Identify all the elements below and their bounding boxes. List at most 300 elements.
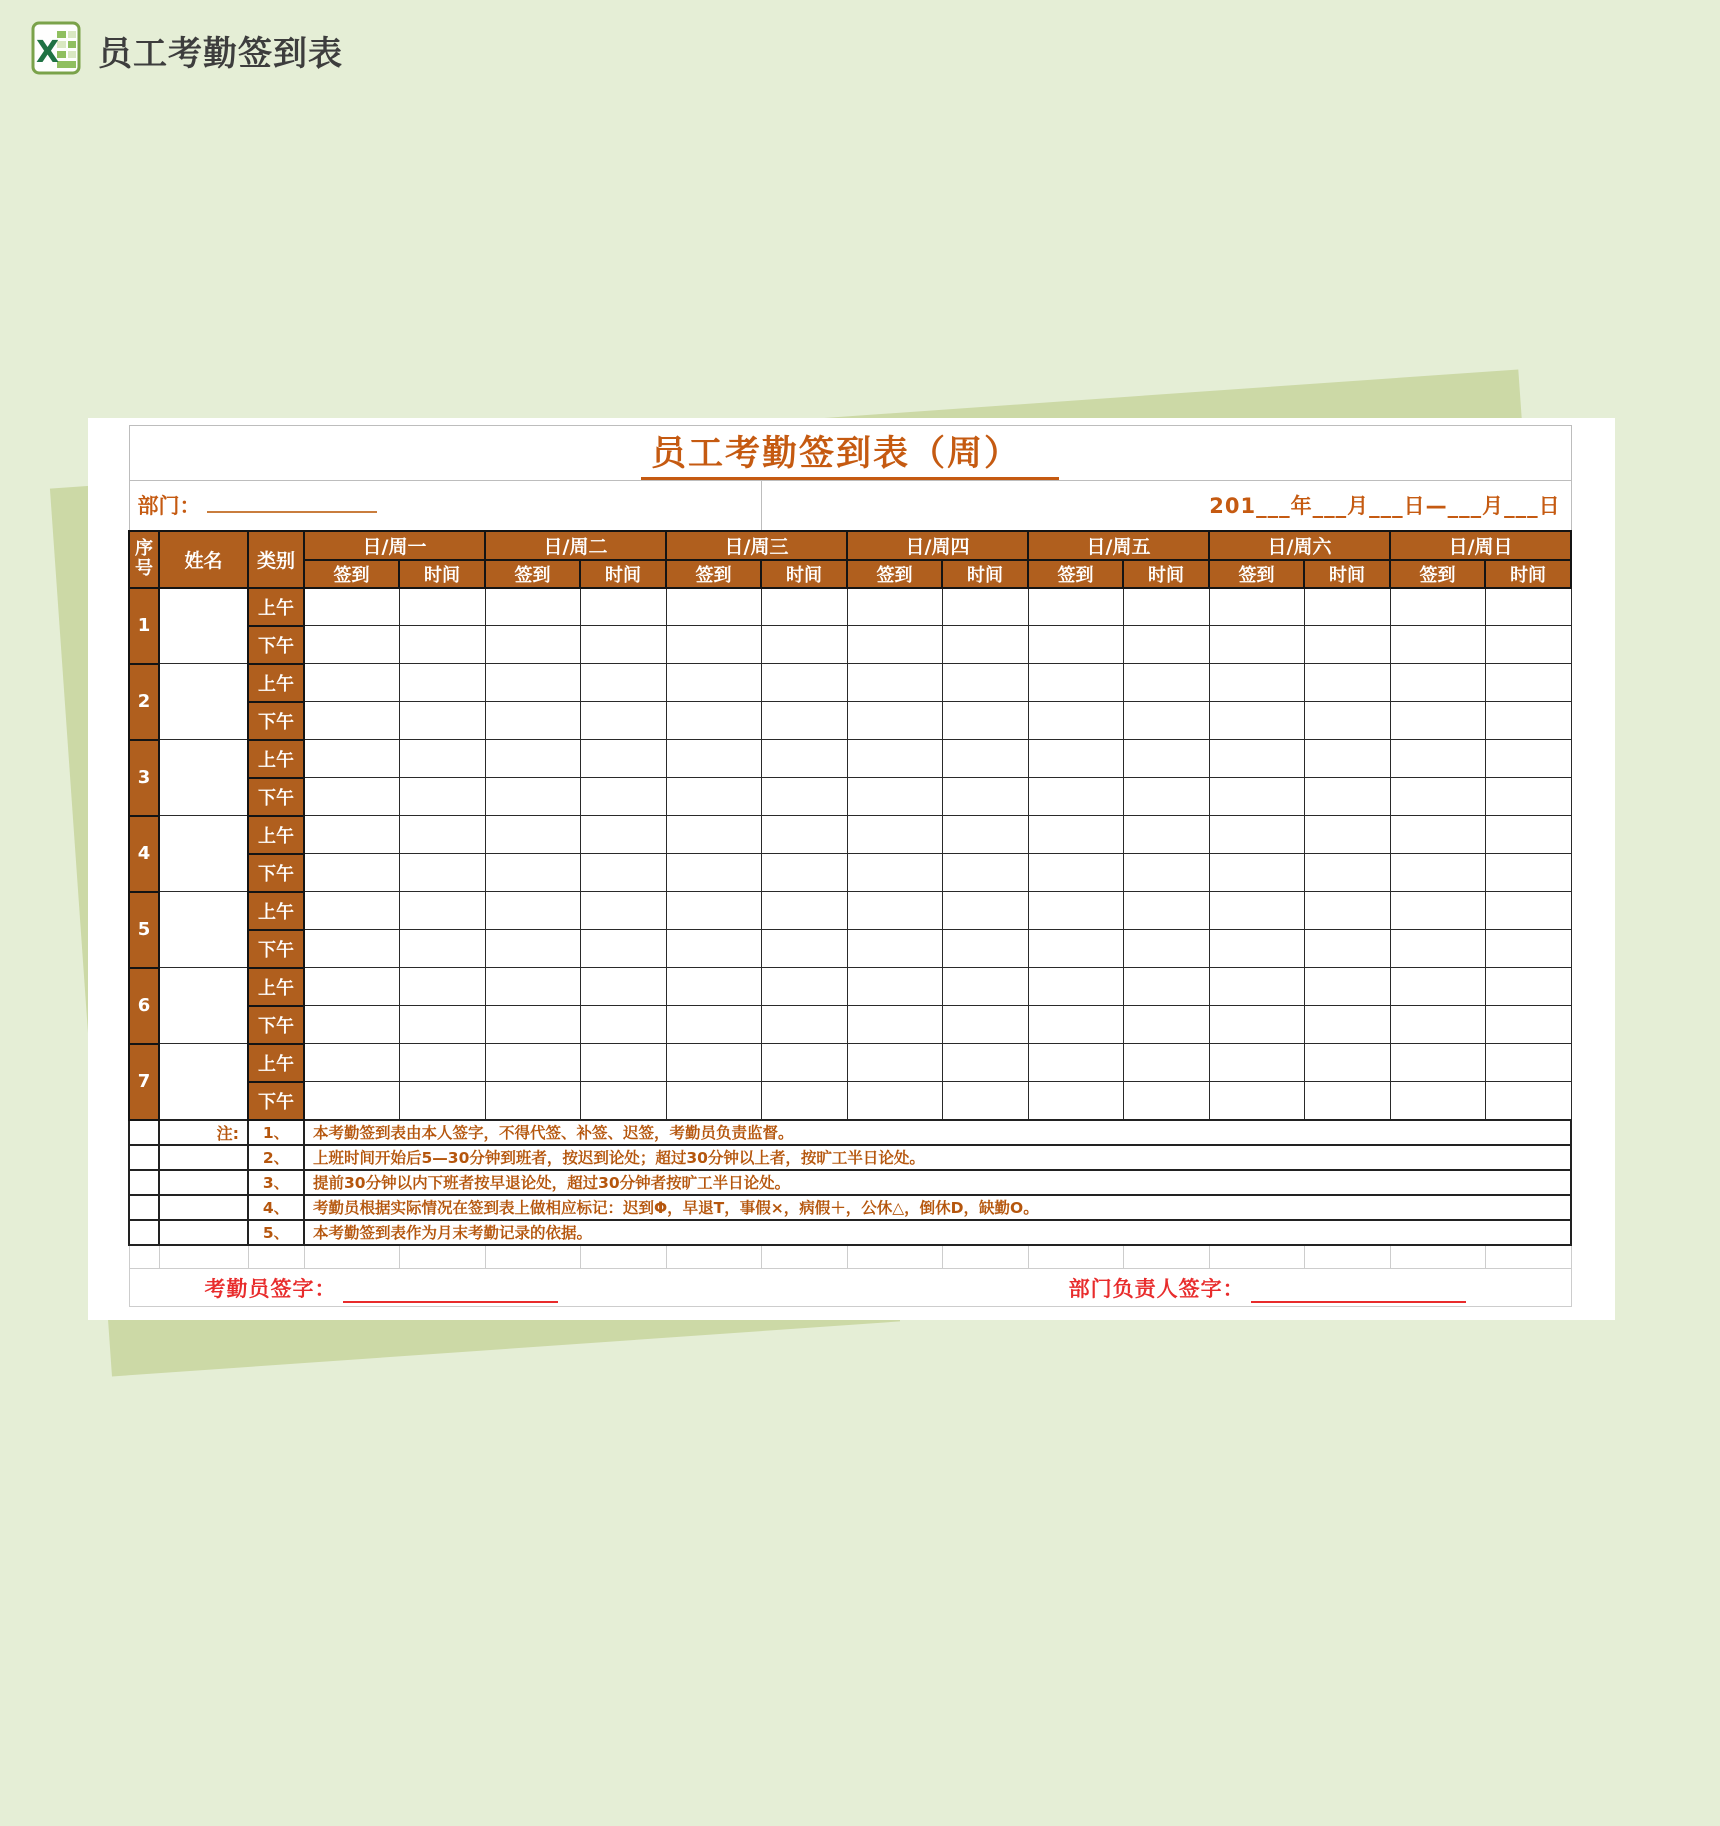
signin-cell[interactable] [1028,816,1123,854]
signin-cell[interactable] [485,1082,580,1120]
attendance-row [129,1006,1571,1044]
signin-cell[interactable] [304,854,399,892]
time-cell[interactable] [1304,1044,1390,1082]
signin-cell[interactable] [666,588,761,626]
time-cell[interactable] [1304,930,1390,968]
header-seq: 序号 [129,531,159,588]
header-category: 类别 [248,531,304,588]
category-pm-cell: 下午 [248,1006,304,1044]
time-cell[interactable] [942,854,1028,892]
signin-cell[interactable] [485,626,580,664]
time-cell[interactable] [942,778,1028,816]
signin-cell[interactable] [485,740,580,778]
time-cell[interactable] [1123,588,1209,626]
header-name: 姓名 [159,531,248,588]
signin-cell[interactable] [666,778,761,816]
note-label-empty [159,1170,248,1195]
signin-cell[interactable] [847,892,942,930]
signin-cell[interactable] [1028,854,1123,892]
note-row [129,1170,1571,1195]
time-cell[interactable] [1123,854,1209,892]
header-sign: 签到 [1390,560,1485,588]
filler-cell [761,1245,847,1269]
note-text: 上班时间开始后5—30分钟到班者，按迟到论处；超过30分钟以上者，按旷工半日论处。 [304,1145,1571,1170]
header-sign: 签到 [1028,560,1123,588]
filler-cell [1304,1245,1390,1269]
name-cell[interactable] [159,664,248,740]
attendance-row [129,892,1571,930]
time-cell[interactable] [1123,702,1209,740]
time-cell[interactable] [761,1082,847,1120]
time-cell[interactable] [1123,626,1209,664]
signin-cell[interactable] [847,778,942,816]
time-cell[interactable] [1304,854,1390,892]
time-cell[interactable] [580,930,666,968]
department-row [129,481,1571,531]
time-cell[interactable] [761,740,847,778]
time-cell[interactable] [761,892,847,930]
time-cell[interactable] [942,892,1028,930]
header-day-tue: 日/周二 [485,531,666,560]
time-cell[interactable] [1304,778,1390,816]
signin-cell[interactable] [1390,626,1485,664]
time-cell[interactable] [1485,626,1571,664]
signin-cell[interactable] [485,930,580,968]
signin-cell[interactable] [847,702,942,740]
signin-cell[interactable] [1390,588,1485,626]
excel-icon [28,20,84,80]
time-cell[interactable] [1123,1006,1209,1044]
time-cell[interactable] [1123,740,1209,778]
signin-cell[interactable] [1028,1044,1123,1082]
time-cell[interactable] [1304,626,1390,664]
signin-cell[interactable] [666,816,761,854]
attendance-body [129,588,1571,1120]
filler-cell [666,1245,761,1269]
signin-cell[interactable] [1390,892,1485,930]
note-number: 4、 [248,1195,304,1220]
time-cell[interactable] [761,1006,847,1044]
time-cell[interactable] [580,892,666,930]
department-label: 部门： [137,494,201,519]
signin-cell[interactable] [666,740,761,778]
signin-cell[interactable] [847,664,942,702]
signin-cell[interactable] [1390,1082,1485,1120]
time-cell[interactable] [1123,1044,1209,1082]
filler-row [129,1245,1571,1269]
time-cell[interactable] [580,588,666,626]
header-sign: 签到 [304,560,399,588]
signin-cell[interactable] [666,1082,761,1120]
seq-cell: 1 [129,588,159,664]
header-sign: 签到 [847,560,942,588]
signin-cell[interactable] [485,778,580,816]
note-text: 考勤员根据实际情况在签到表上做相应标记：迟到Φ，早退T，事假×，病假＋，公休△，倒休D，缺勤O。 [304,1195,1571,1220]
time-cell[interactable] [580,968,666,1006]
filler-cell [159,1245,248,1269]
time-cell[interactable] [1485,778,1571,816]
time-cell[interactable] [1485,588,1571,626]
time-cell[interactable] [580,1044,666,1082]
signin-cell[interactable] [304,930,399,968]
filler-cell [1485,1245,1571,1269]
signin-cell[interactable] [1028,968,1123,1006]
time-cell[interactable] [580,1006,666,1044]
signin-cell[interactable] [304,892,399,930]
signin-cell[interactable] [304,626,399,664]
attendance-row [129,740,1571,778]
time-cell[interactable] [580,816,666,854]
time-cell[interactable] [580,740,666,778]
notes-label: 注: [159,1120,248,1145]
signin-cell[interactable] [847,930,942,968]
time-cell[interactable] [399,588,485,626]
signin-cell[interactable] [1209,1044,1304,1082]
signin-cell[interactable] [1390,854,1485,892]
signin-cell[interactable] [1209,778,1304,816]
time-cell[interactable] [580,854,666,892]
signin-cell[interactable] [1028,626,1123,664]
time-cell[interactable] [399,626,485,664]
time-cell[interactable] [761,968,847,1006]
signin-cell[interactable] [847,740,942,778]
note-number: 2、 [248,1145,304,1170]
signin-cell[interactable] [1209,930,1304,968]
signin-cell[interactable] [304,664,399,702]
time-cell[interactable] [942,968,1028,1006]
filler-cell [1028,1245,1123,1269]
time-cell[interactable] [399,968,485,1006]
signin-cell[interactable] [666,968,761,1006]
header-time: 时间 [580,560,666,588]
time-cell[interactable] [580,626,666,664]
signin-cell[interactable] [1028,892,1123,930]
filler-cell [485,1245,580,1269]
manager-signature-label: 部门负责人签字： [1068,1276,1245,1301]
time-cell[interactable] [1304,1082,1390,1120]
signin-cell[interactable] [304,1044,399,1082]
time-cell[interactable] [1304,588,1390,626]
time-cell[interactable] [1123,1082,1209,1120]
signin-cell[interactable] [1209,626,1304,664]
signin-cell[interactable] [485,1044,580,1082]
name-cell[interactable] [159,816,248,892]
time-cell[interactable] [399,1006,485,1044]
time-cell[interactable] [761,816,847,854]
time-cell[interactable] [1304,892,1390,930]
attendance-row [129,626,1571,664]
signin-cell[interactable] [1209,702,1304,740]
signin-cell[interactable] [1209,854,1304,892]
filler-cell [129,1245,159,1269]
seq-cell: 7 [129,1044,159,1120]
signin-cell[interactable] [847,1006,942,1044]
signin-cell[interactable] [485,664,580,702]
name-cell[interactable] [159,740,248,816]
signin-cell[interactable] [847,1082,942,1120]
time-cell[interactable] [399,1044,485,1082]
signin-cell[interactable] [485,702,580,740]
attendance-row [129,968,1571,1006]
time-cell[interactable] [1304,664,1390,702]
category-am-cell: 上午 [248,664,304,702]
note-number: 5、 [248,1220,304,1245]
time-cell[interactable] [1485,1006,1571,1044]
attendance-row [129,1082,1571,1120]
note-label-empty [159,1195,248,1220]
signin-cell[interactable] [485,816,580,854]
header-day-fri: 日/周五 [1028,531,1209,560]
signin-cell[interactable] [1028,1082,1123,1120]
time-cell[interactable] [761,702,847,740]
time-cell[interactable] [942,702,1028,740]
category-am-cell: 上午 [248,968,304,1006]
time-cell[interactable] [1485,1082,1571,1120]
time-cell[interactable] [1304,702,1390,740]
time-cell[interactable] [1304,740,1390,778]
note-row [129,1145,1571,1170]
time-cell[interactable] [399,1082,485,1120]
time-cell[interactable] [399,816,485,854]
recorder-signature-label: 考勤员签字： [204,1276,337,1301]
signin-cell[interactable] [1209,740,1304,778]
signin-cell[interactable] [1390,968,1485,1006]
signin-cell[interactable] [1209,816,1304,854]
signin-cell[interactable] [1028,930,1123,968]
signin-cell[interactable] [847,626,942,664]
filler-cell [399,1245,485,1269]
time-cell[interactable] [399,930,485,968]
time-cell[interactable] [1123,968,1209,1006]
time-cell[interactable] [1485,740,1571,778]
header-time: 时间 [1485,560,1571,588]
filler-cell [248,1245,304,1269]
signin-cell[interactable] [1209,968,1304,1006]
time-cell[interactable] [580,1082,666,1120]
manager-signature-line[interactable] [1251,1283,1466,1303]
note-blank-cell [129,1170,159,1195]
time-cell[interactable] [399,740,485,778]
signin-cell[interactable] [485,892,580,930]
signin-cell[interactable] [1209,1006,1304,1044]
signin-cell[interactable] [666,702,761,740]
time-cell[interactable] [1485,816,1571,854]
signin-cell[interactable] [304,702,399,740]
header-time: 时间 [1123,560,1209,588]
name-cell[interactable] [159,892,248,968]
time-cell[interactable] [1304,1006,1390,1044]
note-text: 本考勤签到表作为月末考勤记录的依据。 [304,1220,1571,1245]
time-cell[interactable] [942,626,1028,664]
attendance-row [129,854,1571,892]
signin-cell[interactable] [1028,740,1123,778]
attendance-row [129,930,1571,968]
svg-text:X: X [36,35,60,70]
time-cell[interactable] [399,892,485,930]
signin-cell[interactable] [1209,664,1304,702]
header-day-wed: 日/周三 [666,531,847,560]
seq-cell: 2 [129,664,159,740]
signin-cell[interactable] [666,1044,761,1082]
note-blank-cell [129,1220,159,1245]
signin-cell[interactable] [304,778,399,816]
header-time: 时间 [942,560,1028,588]
time-cell[interactable] [1304,968,1390,1006]
signin-cell[interactable] [666,854,761,892]
signin-cell[interactable] [666,626,761,664]
note-blank-cell [129,1145,159,1170]
signin-cell[interactable] [1390,816,1485,854]
time-cell[interactable] [942,816,1028,854]
signin-cell[interactable] [304,588,399,626]
attendance-sheet-paper [88,418,1615,1320]
signin-cell[interactable] [1209,588,1304,626]
signin-cell[interactable] [666,892,761,930]
time-cell[interactable] [399,854,485,892]
time-cell[interactable] [761,930,847,968]
time-cell[interactable] [1123,778,1209,816]
note-text: 本考勤签到表由本人签字，不得代签、补签、迟签，考勤员负责监督。 [304,1120,1571,1145]
signin-cell[interactable] [847,968,942,1006]
notes-section [129,1120,1571,1245]
time-cell[interactable] [1123,930,1209,968]
recorder-signature-line[interactable] [343,1283,558,1303]
note-label-empty [159,1220,248,1245]
time-cell[interactable] [942,930,1028,968]
department-blank-line[interactable] [207,491,377,513]
note-row [129,1220,1571,1245]
header-day-mon: 日/周一 [304,531,485,560]
time-cell[interactable] [1485,702,1571,740]
time-cell[interactable] [761,778,847,816]
time-cell[interactable] [580,702,666,740]
signin-cell[interactable] [304,816,399,854]
time-cell[interactable] [1485,892,1571,930]
signin-cell[interactable] [304,1082,399,1120]
filler-cell [580,1245,666,1269]
time-cell[interactable] [1485,968,1571,1006]
note-blank-cell [129,1195,159,1220]
category-pm-cell: 下午 [248,930,304,968]
signin-cell[interactable] [485,968,580,1006]
time-cell[interactable] [399,702,485,740]
signin-cell[interactable] [1390,1006,1485,1044]
signin-cell[interactable] [1209,892,1304,930]
time-cell[interactable] [399,778,485,816]
time-cell[interactable] [580,778,666,816]
name-cell[interactable] [159,588,248,664]
signin-cell[interactable] [485,854,580,892]
attendance-row [129,588,1571,626]
time-cell[interactable] [942,740,1028,778]
signin-cell[interactable] [1028,1006,1123,1044]
time-cell[interactable] [942,1082,1028,1120]
signin-cell[interactable] [1028,702,1123,740]
category-am-cell: 上午 [248,740,304,778]
time-cell[interactable] [761,588,847,626]
time-cell[interactable] [942,664,1028,702]
name-cell[interactable] [159,968,248,1044]
filler-cell [1390,1245,1485,1269]
name-cell[interactable] [159,1044,248,1120]
signin-cell[interactable] [1390,930,1485,968]
day-header-row [129,531,1571,560]
time-cell[interactable] [942,1044,1028,1082]
time-cell[interactable] [1485,1044,1571,1082]
time-cell[interactable] [1485,664,1571,702]
header-sign: 签到 [666,560,761,588]
time-cell[interactable] [942,588,1028,626]
note-blank-cell [129,1120,159,1145]
time-cell[interactable] [1123,892,1209,930]
note-text: 提前30分钟以内下班者按早退论处，超过30分钟者按旷工半日论处。 [304,1170,1571,1195]
signin-cell[interactable] [666,664,761,702]
seq-cell: 5 [129,892,159,968]
time-cell[interactable] [1304,816,1390,854]
time-cell[interactable] [1485,854,1571,892]
time-cell[interactable] [1123,664,1209,702]
date-line[interactable]: 201___年___月___日—___月___日 [761,481,1571,531]
signin-cell[interactable] [304,968,399,1006]
time-cell[interactable] [580,664,666,702]
signin-cell[interactable] [1390,664,1485,702]
signin-cell[interactable] [847,854,942,892]
note-number: 3、 [248,1170,304,1195]
category-pm-cell: 下午 [248,626,304,664]
category-pm-cell: 下午 [248,702,304,740]
signin-cell[interactable] [1028,664,1123,702]
app-header [28,20,343,80]
time-cell[interactable] [942,1006,1028,1044]
signin-cell[interactable] [1390,740,1485,778]
signin-cell[interactable] [304,1006,399,1044]
signin-cell[interactable] [1390,702,1485,740]
department-cell [129,481,761,531]
time-cell[interactable] [761,1044,847,1082]
signin-cell[interactable] [485,588,580,626]
signin-cell[interactable] [847,588,942,626]
signin-cell[interactable] [666,930,761,968]
time-cell[interactable] [761,626,847,664]
signin-cell[interactable] [1028,778,1123,816]
note-number: 1、 [248,1120,304,1145]
signin-cell[interactable] [1390,1044,1485,1082]
category-pm-cell: 下午 [248,778,304,816]
time-cell[interactable] [1123,816,1209,854]
category-pm-cell: 下午 [248,854,304,892]
signin-cell[interactable] [847,1044,942,1082]
signin-cell[interactable] [304,740,399,778]
attendance-row [129,1044,1571,1082]
signature-cell [129,1269,1571,1307]
time-cell[interactable] [761,854,847,892]
signin-cell[interactable] [666,1006,761,1044]
signin-cell[interactable] [1028,588,1123,626]
signin-cell[interactable] [485,1006,580,1044]
filler-cell [942,1245,1028,1269]
signin-cell[interactable] [1390,778,1485,816]
subheader-row [129,560,1571,588]
time-cell[interactable] [1485,930,1571,968]
signin-cell[interactable] [847,816,942,854]
title-row [129,426,1571,481]
sheet-title-cell [129,426,1571,481]
time-cell[interactable] [761,664,847,702]
signin-cell[interactable] [1209,1082,1304,1120]
time-cell[interactable] [399,664,485,702]
filler-cell [1209,1245,1304,1269]
seq-cell: 3 [129,740,159,816]
